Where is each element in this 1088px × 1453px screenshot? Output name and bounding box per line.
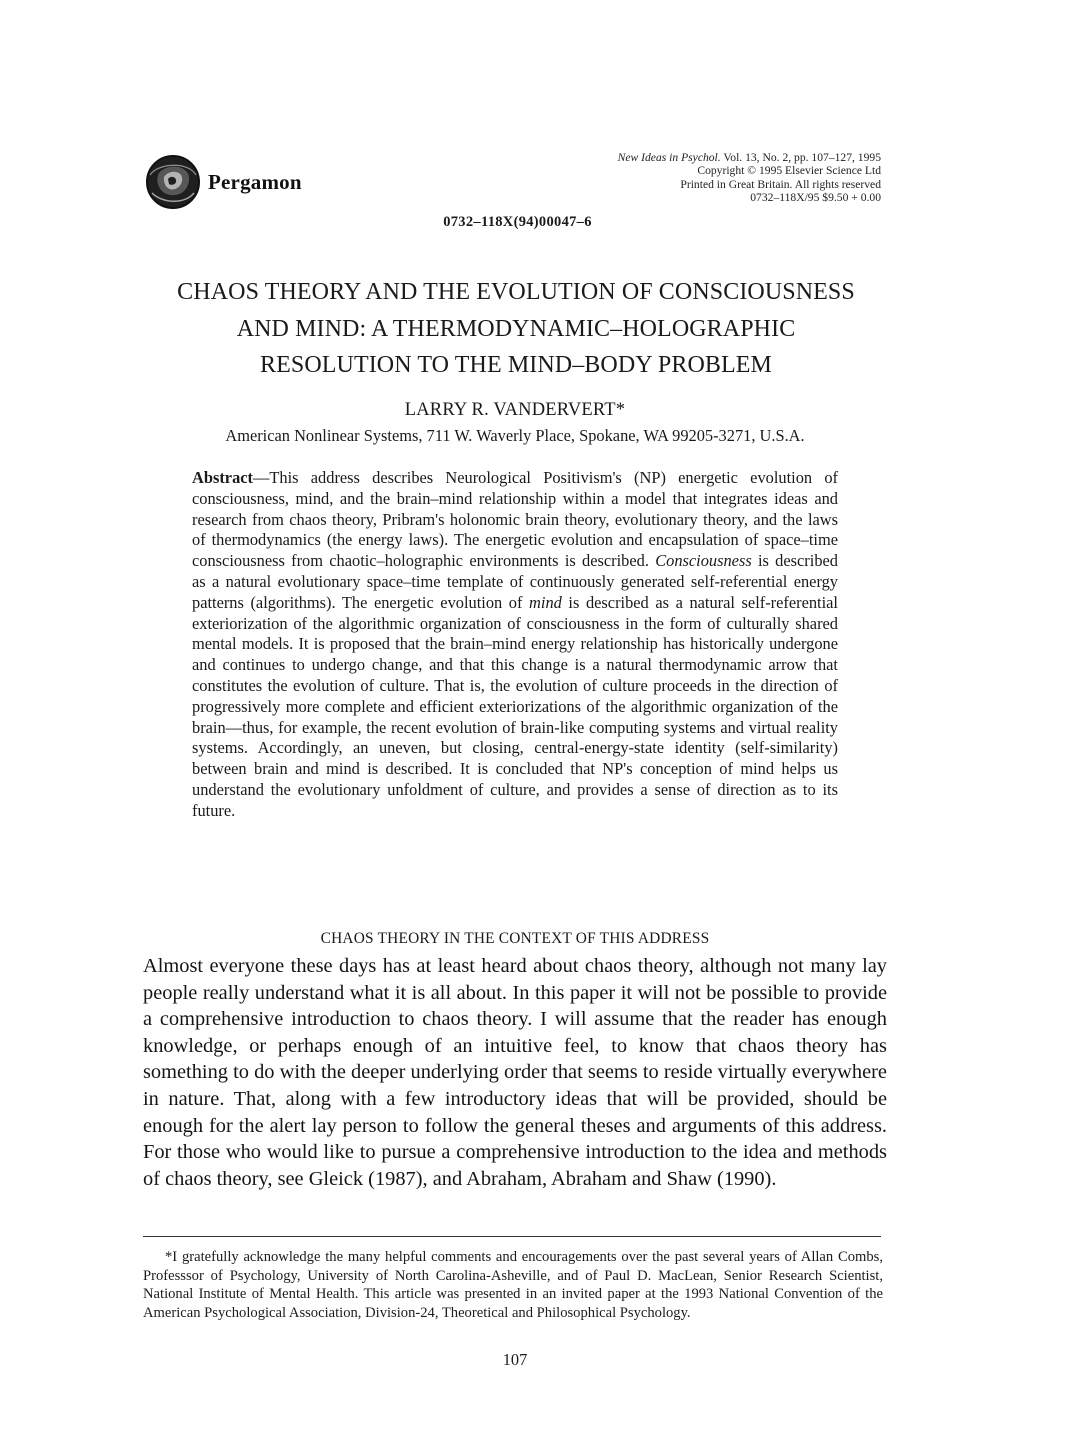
pergamon-globe-icon	[144, 153, 202, 211]
publication-info	[618, 151, 881, 205]
journal-citation	[618, 151, 881, 164]
author-affiliation: American Nonlinear Systems, 711 W. Waverly Place, Spokane, WA 99205-3271, U.S.A.	[225, 426, 805, 445]
journal-volume: Vol. 13, No. 2, pp. 107–127, 1995	[723, 151, 881, 164]
abstract-term: Consciousness	[655, 551, 752, 571]
abstract	[192, 468, 838, 822]
footnote: *I gratefully acknowledge the many helpful comments and encouragements over the past several years of Allan Combs, Professsor of Psychology, University of North Carolina-Asheville, and of Paul D. MacLean, Senior Research Scientist, National Institute of Mental Health. This article was presented in an invited paper at the 1993 National Convention of the American Psychological Association, Division-24, Theoretical and Philosophical Psychology.	[143, 1249, 883, 1321]
section-heading: CHAOS THEORY IN THE CONTEXT OF THIS ADDRESS	[320, 930, 710, 947]
issn-price-line: 0732–118X/95 $9.50 + 0.00	[750, 191, 881, 205]
abstract-term: mind	[529, 592, 562, 612]
title-line: CHAOS THEORY AND THE EVOLUTION OF CONSCIOUSNESS	[177, 279, 855, 305]
title-line: RESOLUTION TO THE MIND–BODY PROBLEM	[260, 352, 772, 378]
journal-name: New Ideas in Psychol.	[617, 151, 721, 164]
abstract-text: is described as a natural evolutionary space–time template of continuously generated self-referential energy patterns (algorithms). The energetic evolution of	[192, 551, 838, 612]
page-number: 107	[502, 1350, 528, 1369]
body-paragraph: Almost everyone these days has at least heard about chaos theory, although not many lay people really understand what it is all about. In this paper it will not be possible to provide a comprehensive introduction to chaos theory. I will assume that the reader has enough knowledge, or perhaps enough of an intuitive feel, to know that chaos theory has something to do with the deeper underlying order that seems to reside virtually everywhere in nature. That, along with a few introductory ideas that will be provided, should be enough for the alert lay person to follow the general theses and arguments of this address. For those who would like to pursue a comprehensive introduction to the idea and methods of chaos theory, see Gleick (1987), and Abraham, Abraham and Shaw (1990).	[143, 955, 887, 1190]
publisher-logo	[144, 150, 302, 214]
author-name: LARRY R. VANDERVERT*	[404, 400, 626, 420]
abstract-text: —This address describes Neurological Positivism's (NP) energetic evolution of consciousness, mind, and the brain–mind relationship within a model that integrates ideas and research from chaos theory, Pribram's holonomic brain theory, evolutionary theory, and the laws of thermodynamics (the energy laws). The energetic evolution and encapsulation of space–time consciousness from chaotic–holographic environments is described.	[192, 468, 838, 571]
article-identifier: 0732–118X(94)00047–6	[443, 214, 592, 230]
footnote-divider	[143, 1236, 881, 1237]
printed-line: Printed in Great Britain. All rights reserved	[680, 177, 881, 191]
publisher-name: Pergamon	[208, 169, 302, 194]
abstract-text: is described as a natural self-referential exteriorization of the algorithmic organization of consciousness in the form of culturally shared mental models. It is proposed that the brain–mind energy relationship has historically undergone and continues to undergo change, and that this change is a natural thermodynamic arrow that constitutes the evolution of culture. That is, the evolution of culture proceeds in the direction of progressively more complete and efficient exteriorizations of the algorithmic organization of the brain—thus, for example, the recent evolution of brain-like computing systems and virtual reality systems. Accordingly, an uneven, but closing, central-energy-state identity (self-similarity) between brain and mind is described. It is concluded that NP's conception of mind helps us understand the evolutionary unfoldment of culture, and provides a sense of direction as to its future.	[192, 592, 838, 820]
copyright-line: Copyright © 1995 Elsevier Science Ltd	[697, 164, 881, 178]
abstract-label: Abstract	[192, 468, 253, 487]
title-line: AND MIND: A THERMODYNAMIC–HOLOGRAPHIC	[236, 315, 796, 342]
article-title	[100, 274, 932, 384]
